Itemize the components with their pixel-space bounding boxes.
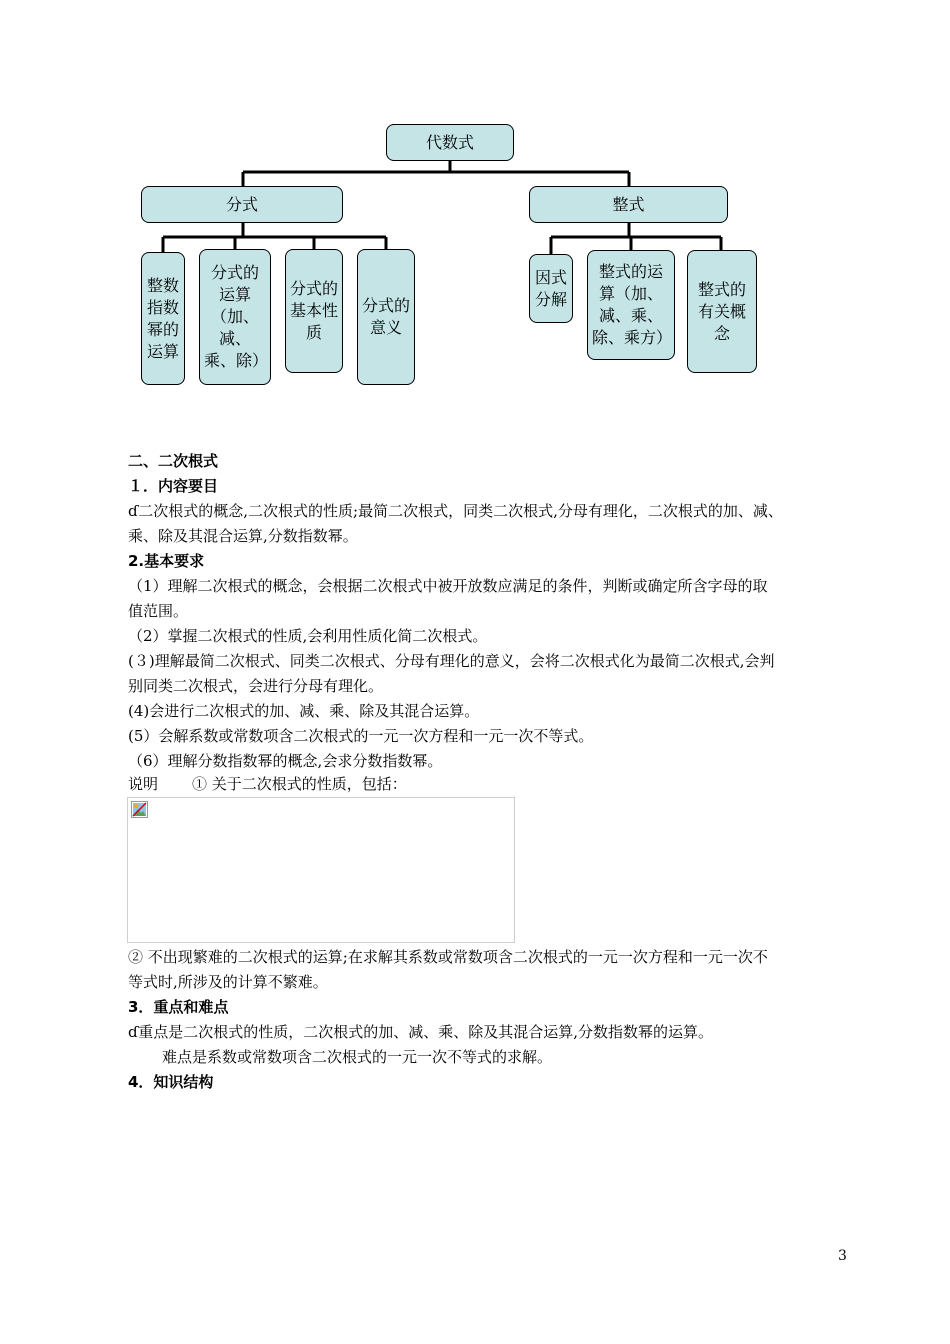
formula-image-placeholder: [127, 797, 515, 943]
node-fraction: 分式: [141, 186, 343, 223]
subsection-structure-title: 4．知识结构: [128, 1073, 214, 1091]
note-label: 说明: [128, 775, 159, 793]
requirement-4: (4)会进行二次根式的加、减、乘、除及其混合运算。: [128, 702, 480, 720]
note-1: ① 关于二次根式的性质，包括：: [192, 775, 407, 793]
node-polynomial-operations: 整式的运算（加、减、乘、除、乘方）: [587, 250, 675, 360]
requirement-3-line-1: (３)理解最简二次根式、同类二次根式、分母有理化的意义，会将二次根式化为最简二次根式,会判: [128, 652, 775, 670]
node-fraction-meaning: 分式的意义: [357, 249, 415, 385]
subsection-requirements-title: 2.基本要求: [128, 552, 205, 570]
key-point-line: ɗ重点是二次根式的性质，二次根式的加、减、乘、除及其混合运算,分数指数幂的运算。: [128, 1023, 714, 1041]
subsection-content-title: １．内容要目: [128, 477, 219, 495]
requirement-6: （6）理解分数指数幂的概念,会求分数指数幂。: [128, 752, 443, 770]
requirement-3-line-2: 别同类二次根式，会进行分母有理化。: [128, 677, 384, 695]
section-title: 二、二次根式: [128, 452, 219, 470]
node-integer-exponent: 整数指数幂的运算: [141, 252, 185, 385]
requirement-5: (5）会解系数或常数项含二次根式的一元一次方程和一元一次不等式。: [128, 727, 594, 745]
note-2-line-2: 等式时,所涉及的计算不繁难。: [128, 973, 328, 991]
node-root: 代数式: [386, 124, 514, 161]
node-fraction-operations: 分式的运算（加、减、乘、除）: [199, 249, 271, 385]
requirement-2: （2）掌握二次根式的性质,会利用性质化简二次根式。: [128, 627, 488, 645]
knowledge-tree-diagram: [0, 0, 950, 420]
node-polynomial-concepts: 整式的有关概念: [687, 250, 757, 373]
content-paragraph-line-2: 乘、除及其混合运算,分数指数幂。: [128, 527, 358, 545]
note-2-line-1: ② 不出现繁难的二次根式的运算;在求解其系数或常数项含二次根式的一元一次方程和一元一次不: [128, 948, 768, 966]
content-paragraph-line-1: ɗ二次根式的概念,二次根式的性质;最简二次根式，同类二次根式,分母有理化，二次根式的加、减、: [128, 502, 783, 520]
difficulty-line: 难点是系数或常数项含二次根式的一元一次不等式的求解。: [162, 1048, 553, 1066]
node-factorization: 因式分解: [529, 254, 573, 323]
broken-image-icon: [131, 801, 148, 818]
requirement-1-line-1: （1）理解二次根式的概念，会根据二次根式中被开放数应满足的条件，判断或确定所含字母的取: [128, 577, 768, 595]
node-polynomial: 整式: [529, 186, 728, 223]
subsection-key-points-title: 3．重点和难点: [128, 998, 229, 1016]
note-line-1: [128, 772, 407, 797]
requirement-1-line-2: 值范围。: [128, 602, 189, 620]
page-number: 3: [838, 1248, 847, 1264]
node-fraction-properties: 分式的基本性质: [285, 249, 343, 373]
